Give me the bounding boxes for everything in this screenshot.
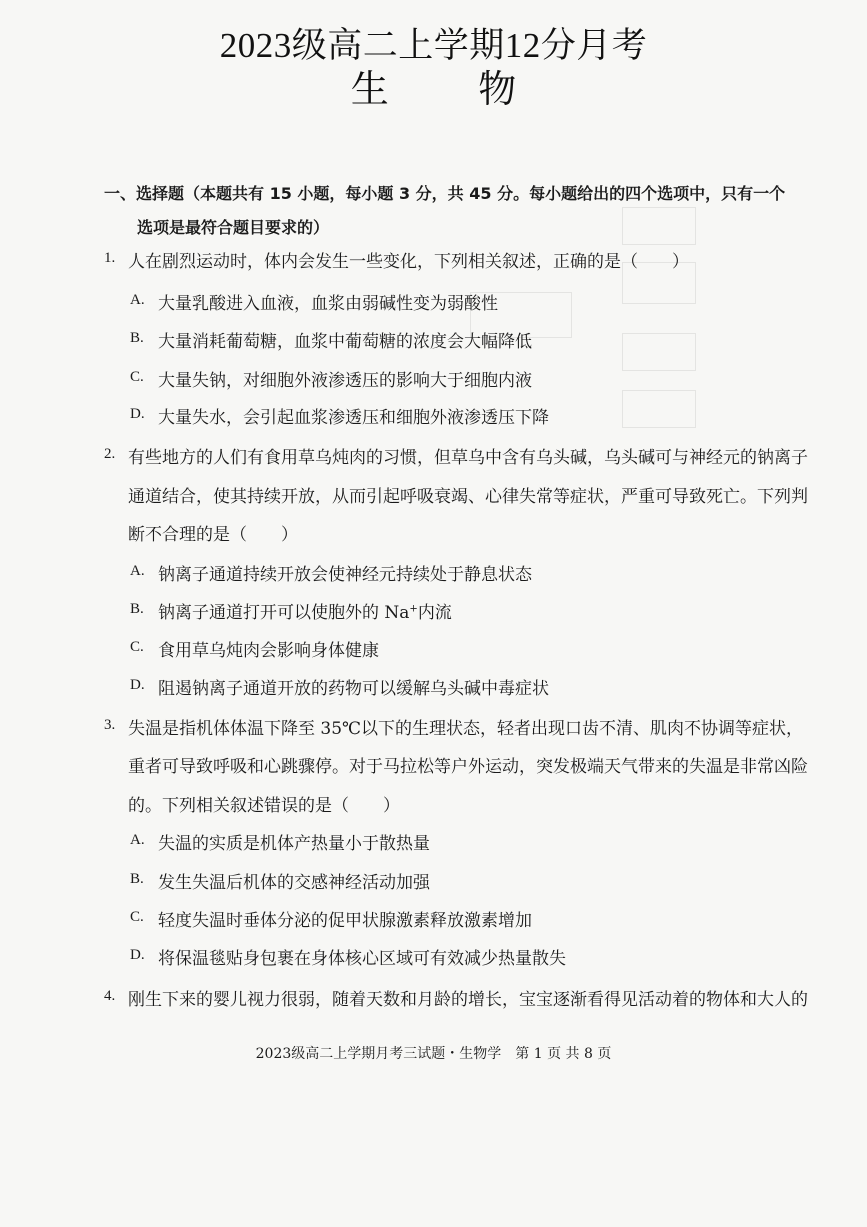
option-text: 钠离子通道持续开放会使神经元持续处于静息状态 — [158, 565, 532, 585]
question-number: 2. — [104, 446, 116, 462]
option-text-part: 钠离子通道打开可以使胞外的 Na — [158, 603, 410, 623]
bleedthrough-box — [622, 333, 696, 371]
option-text: 大量失钠，对细胞外液渗透压的影响大于细胞内液 — [158, 371, 532, 391]
option-text — [158, 598, 452, 623]
section-heading-line: 选项是最符合题目要求的） — [137, 218, 330, 237]
option-text-part: 内流 — [417, 603, 452, 623]
question-stem: 刚生下来的婴儿视力很弱，随着天数和月龄的增长，宝宝逐渐看得见活动着的物体和大人的 — [128, 990, 808, 1010]
option-letter: B. — [130, 871, 144, 887]
option-letter: A. — [130, 563, 145, 579]
option-text: 失温的实质是机体产热量小于散热量 — [158, 834, 430, 854]
option-text: 将保温毯贴身包裹在身体核心区域可有效减少热量散失 — [158, 949, 566, 969]
option-letter: C. — [130, 369, 144, 385]
question-number: 3. — [104, 717, 116, 733]
question-stem: 重者可导致呼吸和心跳骤停。对于马拉松等户外运动，突发极端天气带来的失温是非常凶险 — [128, 757, 808, 777]
option-text: 食用草乌炖肉会影响身体健康 — [158, 641, 379, 661]
question-stem: 通道结合，使其持续开放，从而引起呼吸衰竭、心律失常等症状，严重可导致死亡。下列判 — [128, 487, 808, 507]
option-letter: B. — [130, 330, 144, 346]
question-stem: 失温是指机体体温下降至 35℃以下的生理状态，轻者出现口齿不清、肌肉不协调等症状， — [128, 719, 804, 739]
option-letter: C. — [130, 639, 144, 655]
question-stem: 的。下列相关叙述错误的是（ ） — [128, 796, 400, 816]
option-text: 轻度失温时垂体分泌的促甲状腺激素释放激素增加 — [158, 911, 532, 931]
option-text: 大量失水，会引起血浆渗透压和细胞外液渗透压下降 — [158, 408, 549, 428]
option-letter: C. — [130, 909, 144, 925]
section-heading-line: 一、选择题（本题共有 15 小题，每小题 3 分，共 45 分。每小题给出的四个选项中，只有一个 — [104, 184, 786, 203]
option-text: 大量消耗葡萄糖，血浆中葡萄糖的浓度会大幅降低 — [158, 332, 532, 352]
option-text: 发生失温后机体的交感神经活动加强 — [158, 873, 430, 893]
exam-title: 2023级高二上学期12分月考 — [219, 26, 648, 65]
bleedthrough-box — [622, 390, 696, 428]
option-letter: B. — [130, 601, 144, 617]
superscript-plus: + — [409, 603, 418, 615]
bleedthrough-box — [622, 207, 696, 245]
question-number: 1. — [104, 250, 116, 266]
page-footer: 2023级高二上学期月考三试题・生物学 第 1 页 共 8 页 — [255, 1046, 612, 1062]
option-letter: A. — [130, 832, 145, 848]
option-letter: D. — [130, 677, 145, 693]
subject-title: 生 物 — [350, 69, 557, 111]
option-text: 阻遏钠离子通道开放的药物可以缓解乌头碱中毒症状 — [158, 679, 549, 699]
option-letter: D. — [130, 947, 145, 963]
question-stem: 有些地方的人们有食用草乌炖肉的习惯，但草乌中含有乌头碱，乌头碱可与神经元的钠离子 — [128, 448, 808, 468]
option-letter: A. — [130, 292, 145, 308]
question-stem: 人在剧烈运动时，体内会发生一些变化，下列相关叙述，正确的是（ ） — [128, 252, 689, 272]
question-stem: 断不合理的是（ ） — [128, 525, 298, 545]
option-text: 大量乳酸进入血液，血浆由弱碱性变为弱酸性 — [158, 294, 498, 314]
option-letter: D. — [130, 406, 145, 422]
question-number: 4. — [104, 988, 116, 1004]
